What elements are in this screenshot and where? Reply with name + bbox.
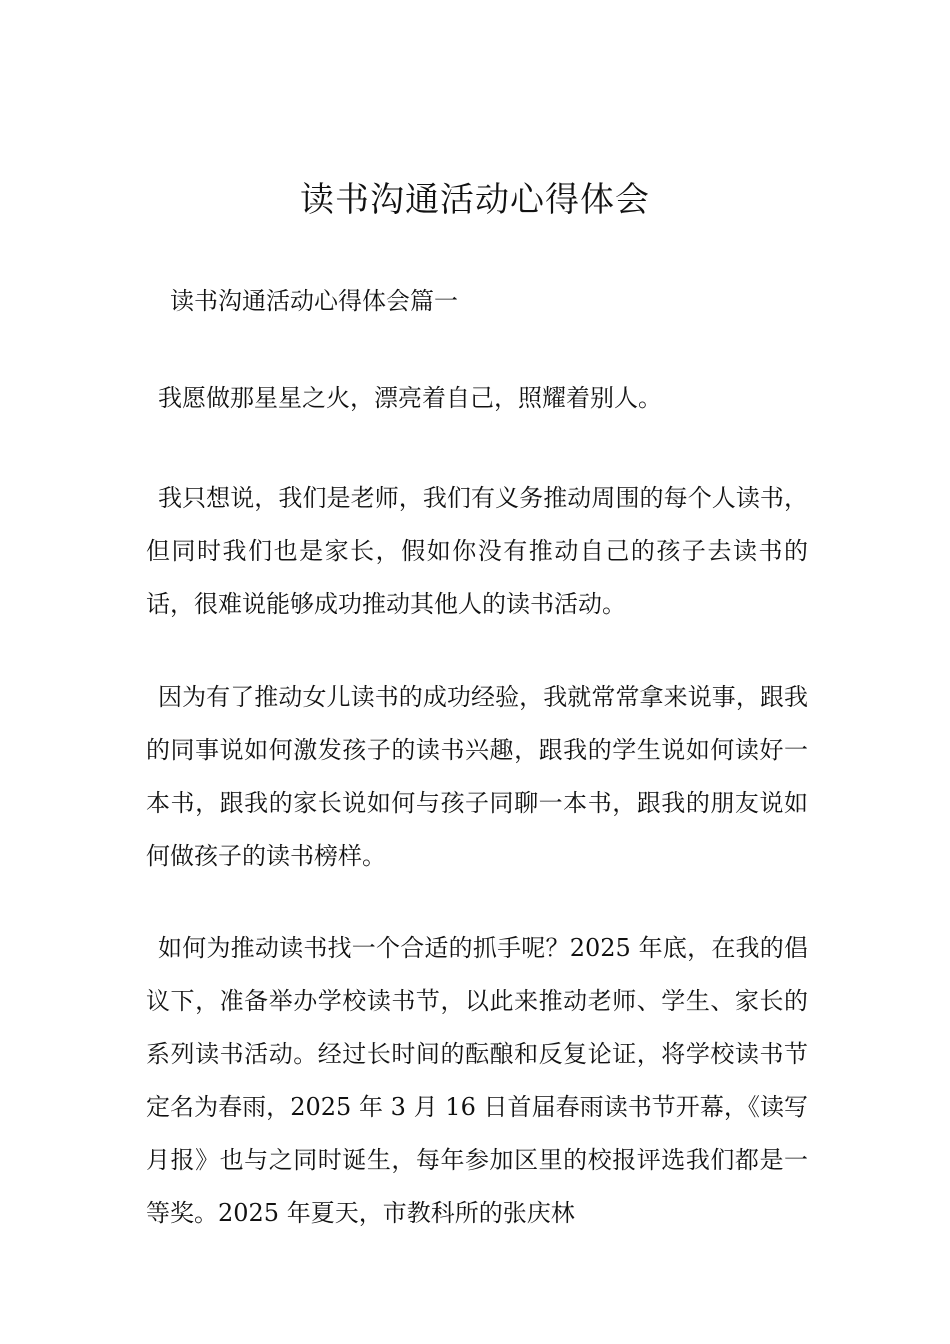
paragraph-2: 我只想说，我们是老师，我们有义务推动周围的每个人读书，但同时我们也是家长，假如你没有推动自己的孩子去读书的话，很难说能够成功推动其他人的读书活动。 (146, 484, 808, 618)
document-title: 读书沟通活动心得体会 (300, 180, 650, 220)
paragraph-1: 我愿做那星星之火，漂亮着自己，照耀着别人。 (158, 384, 662, 412)
section-heading: 读书沟通活动心得体会篇一 (170, 287, 458, 315)
paragraph-4: 如何为推动读书找一个合适的抓手呢？2025 年底，在我的倡议下，准备举办学校读书节，以此来推动老师、学生、家长的系列读书活动。经过长时间的酝酿和反复论证，将学校读书节定名为春雨，2025 年 3 月 16 日首届春雨读书节开幕，《读写月报》也与之同时诞生，每年参加区里的校报评选我们都是一等奖。2025 年夏天，市教科所的张庆林 (146, 934, 808, 1227)
paragraph-3: 因为有了推动女儿读书的成功经验，我就常常拿来说事，跟我的同事说如何激发孩子的读书兴趣，跟我的学生说如何读好一本书，跟我的家长说如何与孩子同聊一本书，跟我的朋友说如何做孩子的读书榜样。 (146, 683, 808, 870)
